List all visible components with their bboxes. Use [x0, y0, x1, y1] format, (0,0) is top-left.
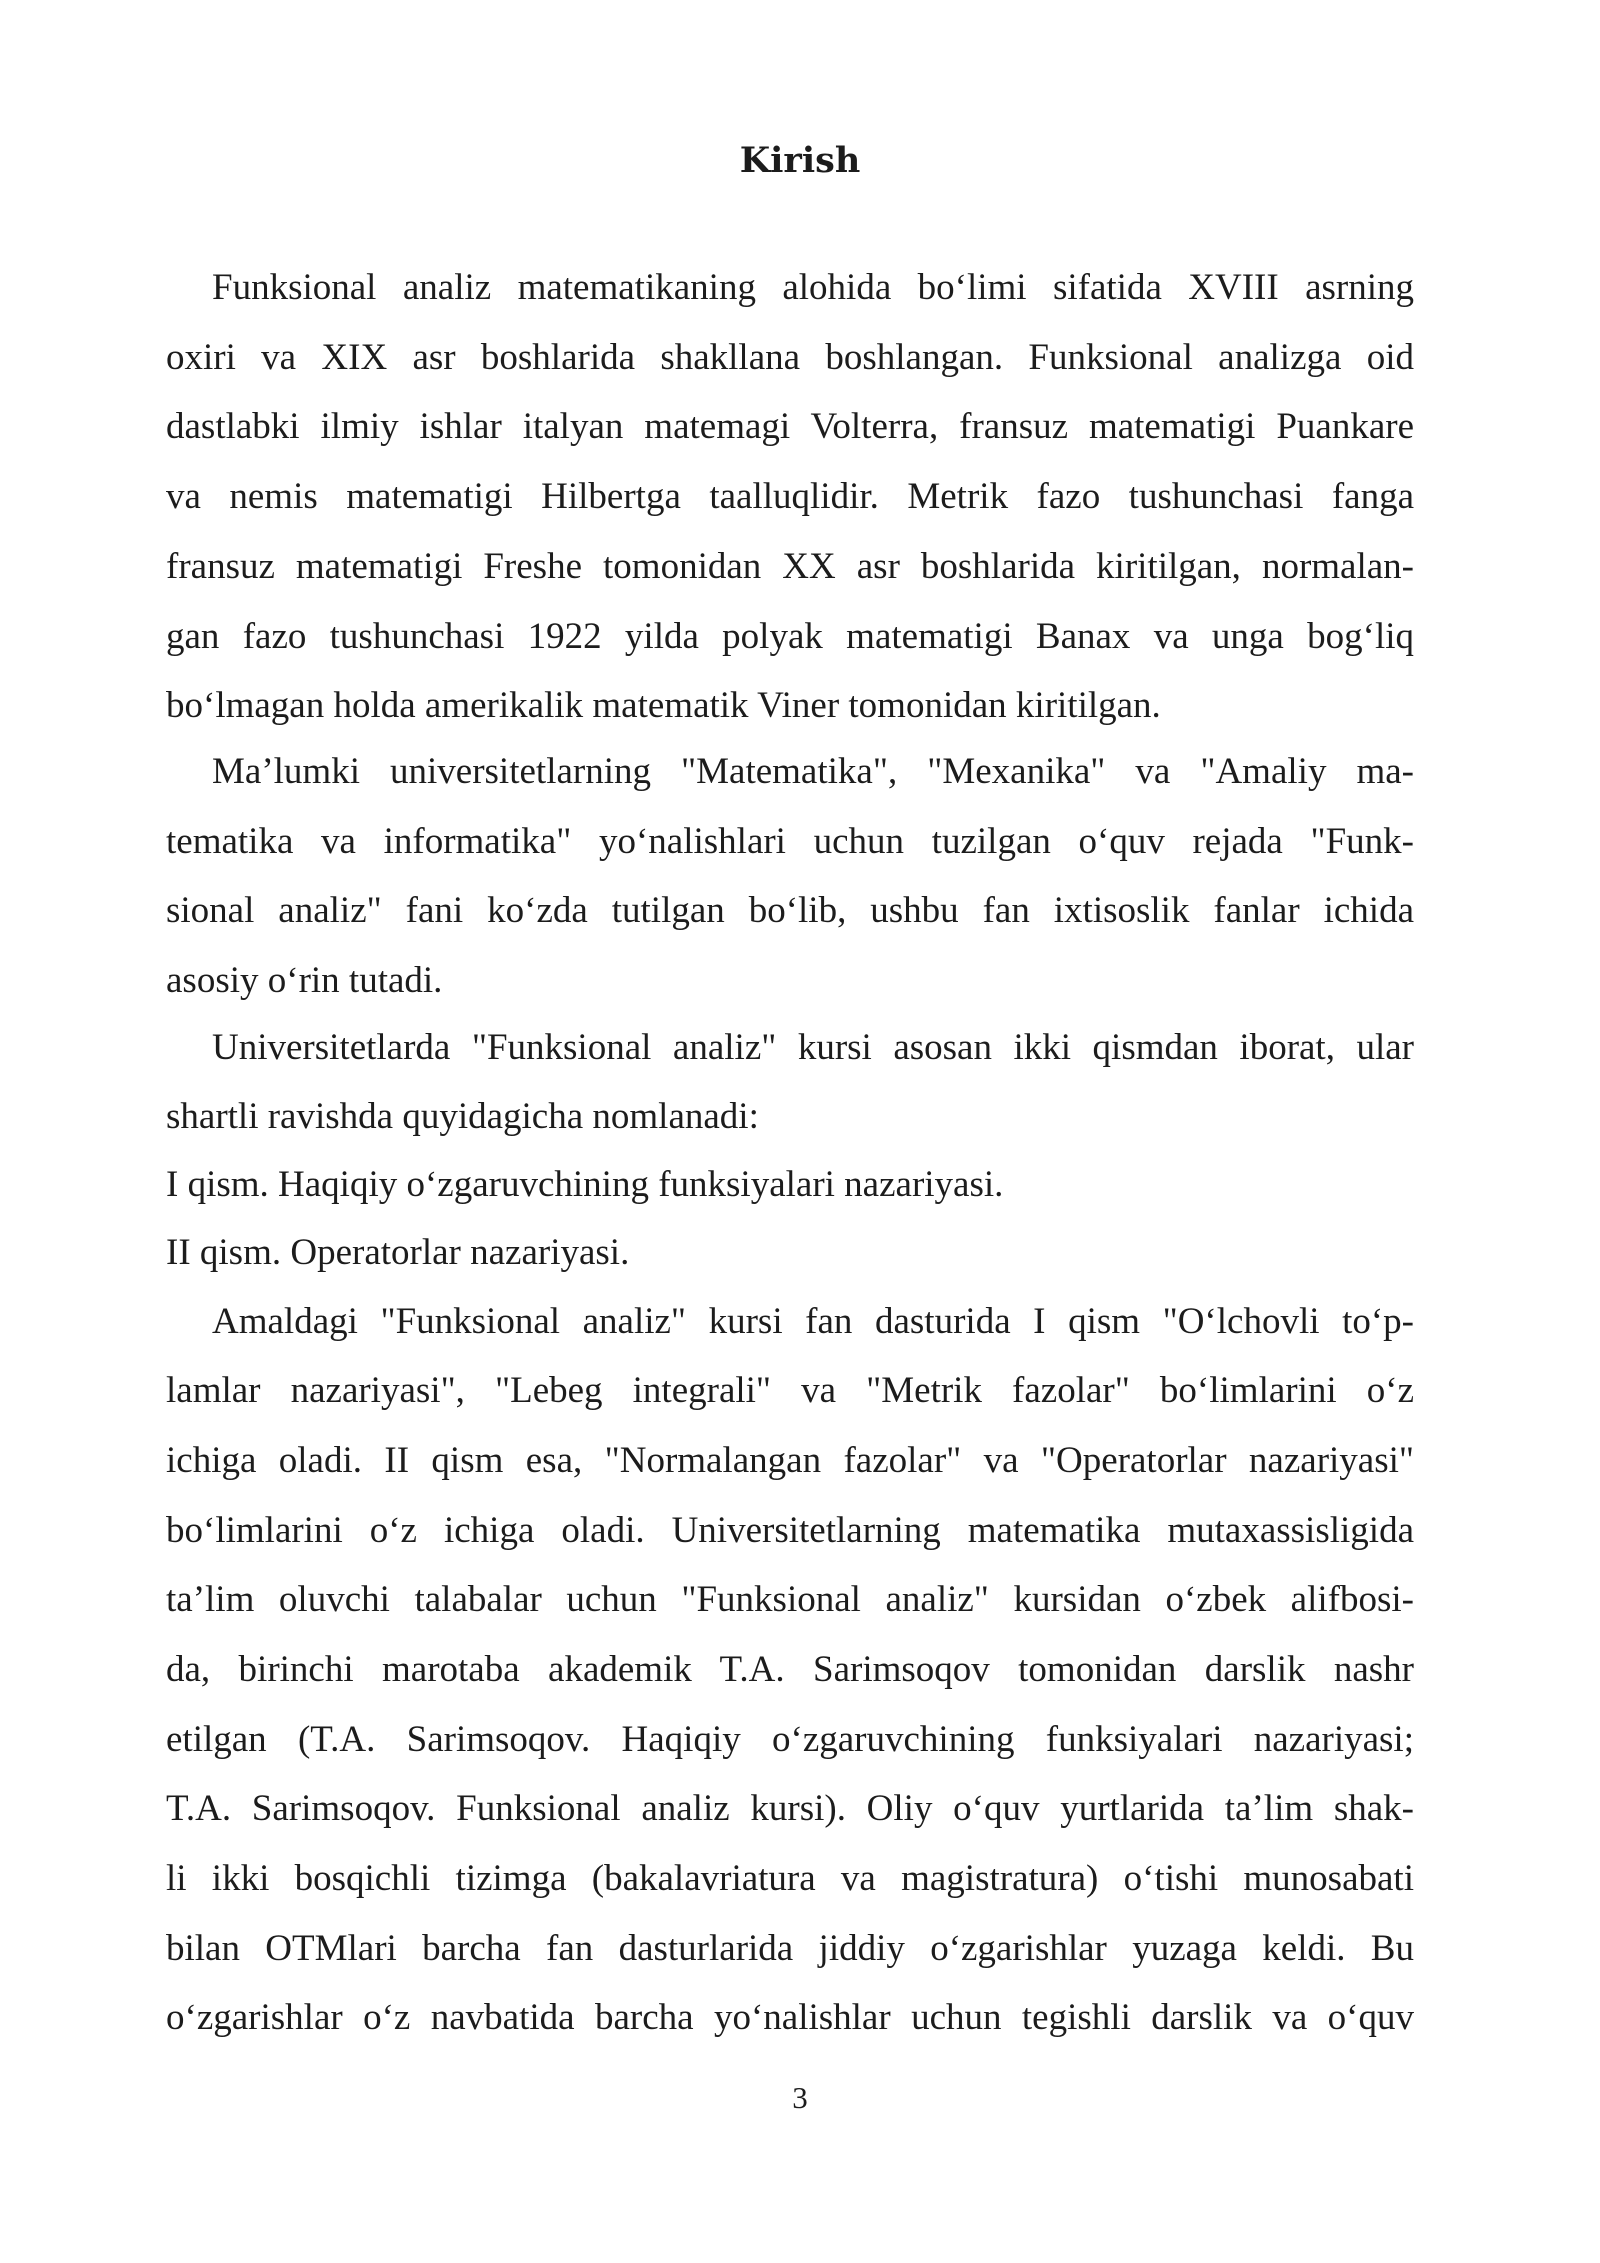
paragraph-1-line-5: fransuz matematigi Freshe tomonidan XX asr boshlarida kiritilgan, normalan-: [166, 546, 1414, 587]
paragraph-4-line-4: bo‘limlarini o‘z ichiga oladi. Universitetlarning matematika mutaxassisligida: [166, 1510, 1414, 1551]
paragraph-2-line-2: tematika va informatika" yo‘nalishlari uchun tuzilgan o‘quv rejada "Funk-: [166, 821, 1414, 862]
paragraph-1-line-7: bo‘lmagan holda amerikalik matematik Viner tomonidan kiritilgan.: [166, 685, 1161, 726]
paragraph-4-line-1: Amaldagi "Funksional analiz" kursi fan dasturida I qism "O‘lchovli to‘p-: [212, 1301, 1414, 1342]
paragraph-4-line-10: bilan OTMlari barcha fan dasturlarida jiddiy o‘zgarishlar yuzaga keldi. Bu: [166, 1928, 1414, 1969]
paragraph-4-line-7: etilgan (T.A. Sarimsoqov. Haqiqiy o‘zgaruvchining funksiyalari nazariyasi;: [166, 1719, 1414, 1760]
paragraph-4-line-9: li ikki bosqichli tizimga (bakalavriatura va magistratura) o‘tishi munosabati: [166, 1858, 1414, 1899]
paragraph-4-line-11: o‘zgarishlar o‘z navbatida barcha yo‘nalishlar uchun tegishli darslik va o‘quv: [166, 1997, 1414, 2038]
paragraph-2-line-1: Ma’lumki universitetlarning "Matematika", "Mexanika" va "Amaliy ma-: [212, 751, 1414, 792]
paragraph-1-line-2: oxiri va XIX asr boshlarida shakllana boshlangan. Funksional analizga oid: [166, 337, 1414, 378]
paragraph-4-line-2: lamlar nazariyasi", "Lebeg integrali" va "Metrik fazolar" bo‘limlarini o‘z: [166, 1370, 1414, 1411]
paragraph-3-line-1: Universitetlarda "Funksional analiz" kursi asosan ikki qismdan iborat, ular: [212, 1027, 1414, 1068]
paragraph-1-line-4: va nemis matematigi Hilbertga taalluqlidir. Metrik fazo tushunchasi fanga: [166, 476, 1414, 517]
paragraph-4-line-8: T.A. Sarimsoqov. Funksional analiz kursi). Oliy o‘quv yurtlarida ta’lim shak-: [166, 1788, 1414, 1829]
paragraph-4-line-3: ichiga oladi. II qism esa, "Normalangan fazolar" va "Operatorlar nazariyasi": [166, 1440, 1414, 1481]
paragraph-4-line-5: ta’lim oluvchi talabalar uchun "Funksional analiz" kursidan o‘zbek alifbosi-: [166, 1579, 1414, 1620]
paragraph-3-line-2: shartli ravishda quyidagicha nomlanadi:: [166, 1096, 759, 1137]
list-item-part-1: I qism. Haqiqiy o‘zgaruvchining funksiyalari nazariyasi.: [166, 1164, 1004, 1205]
paragraph-1-line-1: Funksional analiz matematikaning alohida bo‘limi sifatida XVIII asrning: [212, 267, 1414, 308]
paragraph-1-line-3: dastlabki ilmiy ishlar italyan matemagi Volterra, fransuz matematigi Puankare: [166, 406, 1414, 447]
paragraph-4-line-6: da, birinchi marotaba akademik T.A. Sarimsoqov tomonidan darslik nashr: [166, 1649, 1414, 1690]
paragraph-1-line-6: gan fazo tushunchasi 1922 yilda polyak matematigi Banax va unga bog‘liq: [166, 616, 1414, 657]
list-item-part-2: II qism. Operatorlar nazariyasi.: [166, 1232, 630, 1273]
page-title: Kirish: [739, 140, 861, 181]
paragraph-2-line-4: asosiy o‘rin tutadi.: [166, 960, 443, 1001]
paragraph-2-line-3: sional analiz" fani ko‘zda tutilgan bo‘lib, ushbu fan ixtisoslik fanlar ichida: [166, 890, 1414, 931]
page-number: 3: [792, 2080, 808, 2115]
